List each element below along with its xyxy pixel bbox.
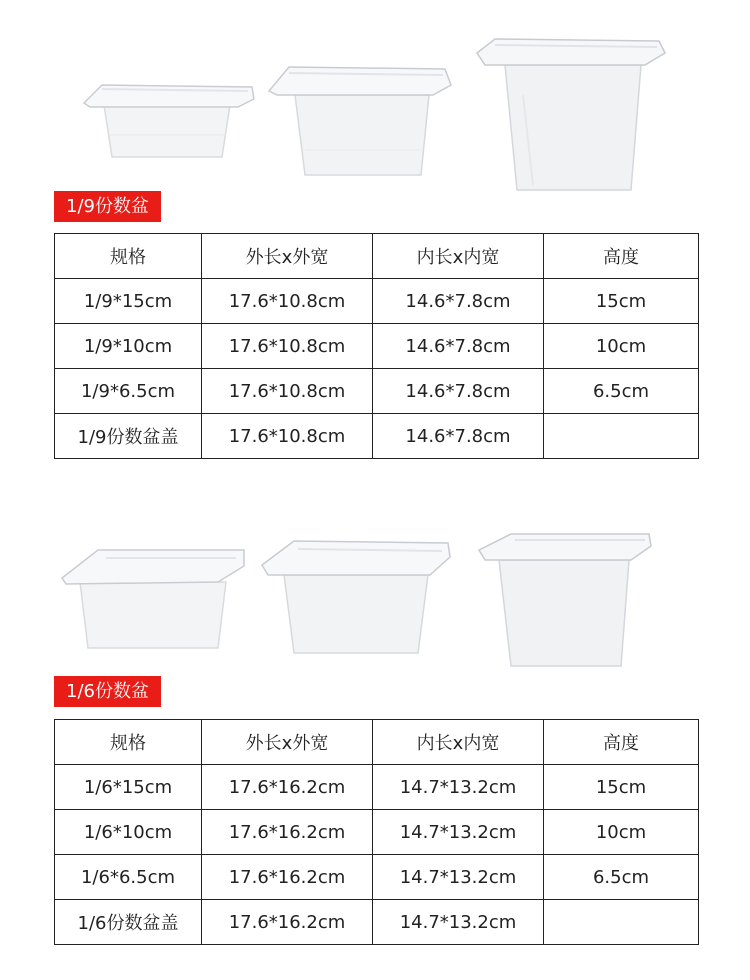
cell-spec: 1/9*10cm <box>55 324 202 369</box>
product-photos-1-9 <box>0 30 750 190</box>
cell-spec: 1/9份数盆盖 <box>55 414 202 459</box>
cell-height: 6.5cm <box>544 369 699 414</box>
cell-inner-size: 14.7*13.2cm <box>373 855 544 900</box>
cell-outer-size: 17.6*16.2cm <box>202 765 373 810</box>
cell-spec: 1/6*6.5cm <box>55 855 202 900</box>
table-row <box>55 810 699 855</box>
cell-outer-size: 17.6*10.8cm <box>202 324 373 369</box>
header-height: 高度 <box>544 720 699 765</box>
pan-10cm-image <box>265 55 455 185</box>
table-row <box>55 765 699 810</box>
cell-height: 10cm <box>544 810 699 855</box>
table-row <box>55 279 699 324</box>
header-height: 高度 <box>544 234 699 279</box>
header-outer-size: 外长x外宽 <box>202 720 373 765</box>
pan-15cm-image <box>475 530 655 670</box>
header-spec: 规格 <box>55 720 202 765</box>
cell-spec: 1/6份数盆盖 <box>55 900 202 945</box>
header-outer-size: 外长x外宽 <box>202 234 373 279</box>
cell-outer-size: 17.6*16.2cm <box>202 810 373 855</box>
cell-outer-size: 17.6*10.8cm <box>202 414 373 459</box>
cell-height: 15cm <box>544 279 699 324</box>
cell-height: 15cm <box>544 765 699 810</box>
cell-outer-size: 17.6*16.2cm <box>202 855 373 900</box>
cell-spec: 1/9*6.5cm <box>55 369 202 414</box>
product-photos-1-6 <box>0 525 750 685</box>
table-header-row <box>55 234 699 279</box>
pan-15cm-image <box>473 35 669 200</box>
cell-inner-size: 14.7*13.2cm <box>373 810 544 855</box>
cell-outer-size: 17.6*10.8cm <box>202 279 373 324</box>
cell-outer-size: 17.6*16.2cm <box>202 900 373 945</box>
cell-height: 10cm <box>544 324 699 369</box>
cell-spec: 1/6*10cm <box>55 810 202 855</box>
cell-outer-size: 17.6*10.8cm <box>202 369 373 414</box>
cell-height: 6.5cm <box>544 855 699 900</box>
cell-height <box>544 900 699 945</box>
table-row <box>55 900 699 945</box>
section-tag-1-6: 1/6份数盆 <box>54 676 161 707</box>
pan-10cm-image <box>258 535 454 660</box>
table-row <box>55 414 699 459</box>
pan-6-5cm-image <box>58 540 248 655</box>
cell-spec: 1/9*15cm <box>55 279 202 324</box>
section-tag-1-9: 1/9份数盆 <box>54 191 161 222</box>
cell-inner-size: 14.6*7.8cm <box>373 369 544 414</box>
header-inner-size: 内长x内宽 <box>373 720 544 765</box>
spec-table-1-6 <box>54 719 699 945</box>
table-header-row <box>55 720 699 765</box>
table-row <box>55 324 699 369</box>
header-inner-size: 内长x内宽 <box>373 234 544 279</box>
cell-height <box>544 414 699 459</box>
spec-table-1-9 <box>54 233 699 459</box>
table-row <box>55 369 699 414</box>
pan-6-5cm-image <box>80 75 258 165</box>
cell-inner-size: 14.6*7.8cm <box>373 324 544 369</box>
cell-inner-size: 14.7*13.2cm <box>373 900 544 945</box>
cell-spec: 1/6*15cm <box>55 765 202 810</box>
cell-inner-size: 14.7*13.2cm <box>373 765 544 810</box>
cell-inner-size: 14.6*7.8cm <box>373 279 544 324</box>
header-spec: 规格 <box>55 234 202 279</box>
table-row <box>55 855 699 900</box>
cell-inner-size: 14.6*7.8cm <box>373 414 544 459</box>
